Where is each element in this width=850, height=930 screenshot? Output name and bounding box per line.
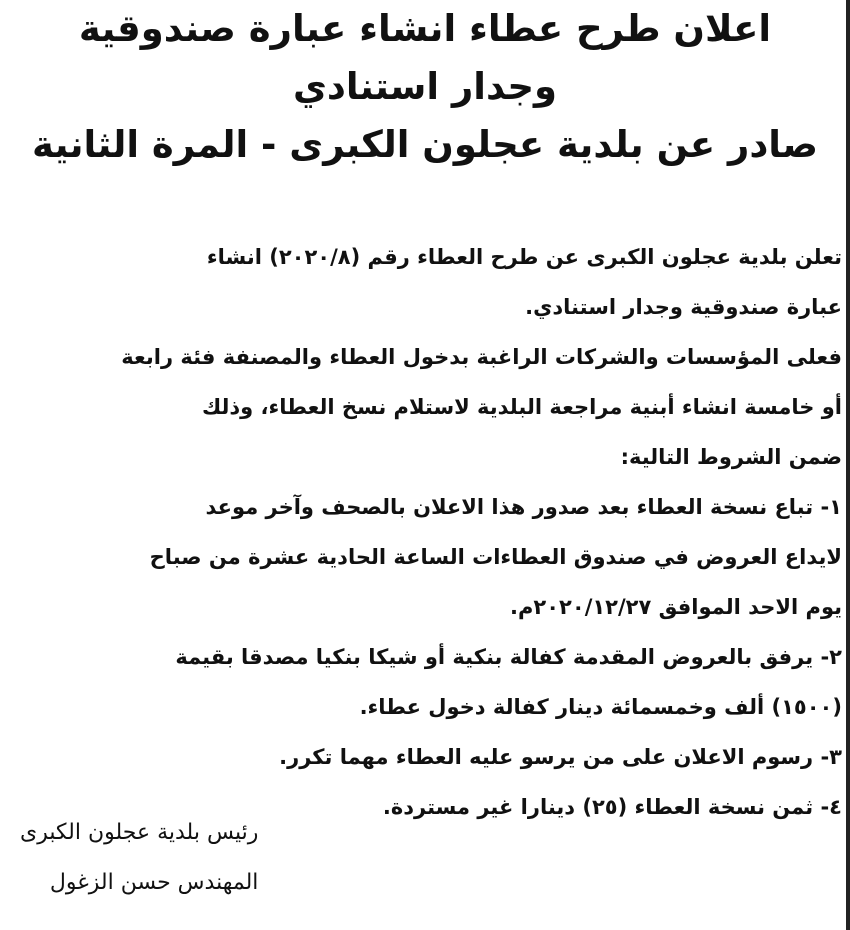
- body-line: فعلى المؤسسات والشركات الراغبة بدخول العطاء والمصنفة فئة رابعة: [121, 345, 842, 369]
- condition-2-line: (١٥٠٠) ألف وخمسمائة دينار كفالة دخول عطاء.: [359, 695, 842, 719]
- condition-3-line: ٣- رسوم الاعلان على من يرسو عليه العطاء مهما تكرر.: [279, 745, 842, 769]
- condition-4-line: ٤- ثمن نسخة العطاء (٢٥) دينارا غير مستردة.: [382, 795, 842, 819]
- condition-1-line: لايداع العروض في صندوق العطاءات الساعة الحادية عشرة من صباح: [149, 545, 842, 569]
- title-line-1: اعلان طرح عطاء انشاء عبارة صندوقية: [78, 7, 772, 50]
- body-line: أو خامسة انشاء أبنية مراجعة البلدية لاستلام نسخ العطاء، وذلك: [201, 395, 842, 419]
- condition-1-line: ١- تباع نسخة العطاء بعد صدور هذا الاعلان بالصحف وآخر موعد: [205, 495, 842, 519]
- notice-body: [8, 232, 842, 832]
- signature-name: المهندس حسن الزغول: [49, 870, 259, 895]
- condition-2-line: ٢- يرفق بالعروض المقدمة كفالة بنكية أو شيكا بنكيا مصدقا بقيمة: [175, 645, 842, 669]
- title-line-3: صادر عن بلدية عجلون الكبرى - المرة الثانية: [32, 123, 818, 166]
- notice-title: [0, 0, 850, 174]
- signature-block: [20, 808, 258, 908]
- body-line: عبارة صندوقية وجدار استنادي.: [525, 295, 842, 319]
- signature-title: رئيس بلدية عجلون الكبرى: [20, 820, 259, 845]
- condition-1-line: يوم الاحد الموافق ٢٠٢٠/١٢/٢٧م.: [510, 595, 842, 619]
- body-line: تعلن بلدية عجلون الكبرى عن طرح العطاء رقم (٢٠٢٠/٨) انشاء: [206, 245, 842, 269]
- body-line: ضمن الشروط التالية:: [620, 445, 842, 469]
- title-line-2: وجدار استنادي: [293, 65, 557, 108]
